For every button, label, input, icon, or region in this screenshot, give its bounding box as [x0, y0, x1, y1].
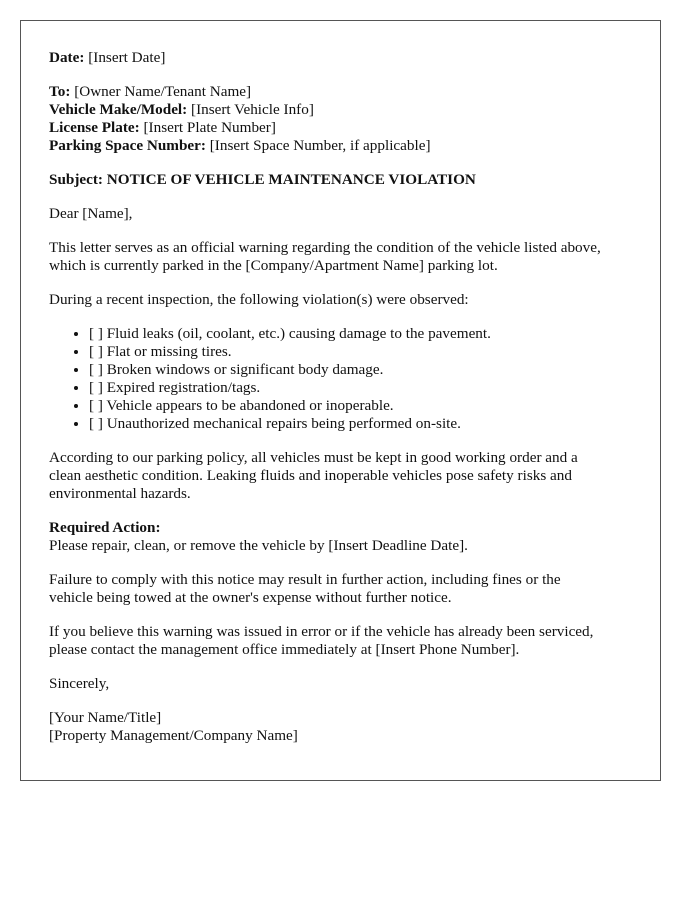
required-action-label: Required Action:: [49, 519, 161, 536]
subject-value: NOTICE OF VEHICLE MAINTENANCE VIOLATION: [106, 171, 476, 188]
failure-line: vehicle being towed at the owner's expense without further notice.: [49, 589, 452, 606]
violation-item: • [ ] Fluid leaks (oil, coolant, etc.) causing damage to the pavement.: [89, 325, 632, 343]
date-value: [Insert Date]: [88, 49, 166, 66]
violation-item: • [ ] Unauthorized mechanical repairs being performed on-site.: [89, 415, 632, 433]
signature-block: [49, 709, 632, 745]
space-label: Parking Space Number:: [49, 137, 206, 154]
plate-value: [Insert Plate Number]: [143, 119, 276, 136]
failure-line: Failure to comply with this notice may result in further action, including fines or the: [49, 571, 561, 588]
failure-paragraph: [49, 571, 632, 607]
violations-list: [49, 325, 632, 433]
greeting: Dear [Name],: [49, 205, 133, 222]
letter-container: [20, 20, 661, 781]
policy-line: According to our parking policy, all vehicles must be kept in good working order and a: [49, 449, 578, 466]
contact-line: please contact the management office immediately at [Insert Phone Number].: [49, 641, 520, 658]
required-action: [49, 519, 632, 555]
contact-line: If you believe this warning was issued in error or if the vehicle has already been serviced,: [49, 623, 594, 640]
violation-item: • [ ] Broken windows or significant body damage.: [89, 361, 632, 379]
date-line: [49, 49, 632, 67]
vehicle-line: [49, 101, 632, 119]
required-action-text: Please repair, clean, or remove the vehicle by [Insert Deadline Date].: [49, 537, 468, 554]
violation-item: • [ ] Vehicle appears to be abandoned or inoperable.: [89, 397, 632, 415]
signature-company: [Property Management/Company Name]: [49, 727, 298, 744]
contact-paragraph: [49, 623, 632, 659]
recipient-block: [49, 83, 632, 155]
space-value: [Insert Space Number, if applicable]: [209, 137, 431, 154]
to-value: [Owner Name/Tenant Name]: [74, 83, 252, 100]
plate-label: License Plate:: [49, 119, 140, 136]
violation-item: • [ ] Flat or missing tires.: [89, 343, 632, 361]
closing: Sincerely,: [49, 675, 110, 692]
to-line: [49, 83, 632, 101]
intro-paragraph: [49, 239, 632, 275]
vehicle-label: Vehicle Make/Model:: [49, 101, 188, 118]
space-line: [49, 137, 632, 155]
violation-item: • [ ] Expired registration/tags.: [89, 379, 632, 397]
policy-paragraph: [49, 449, 632, 503]
subject-line: [49, 171, 632, 189]
subject-label: Subject:: [49, 171, 103, 188]
to-label: To:: [49, 83, 71, 100]
plate-line: [49, 119, 632, 137]
vehicle-value: [Insert Vehicle Info]: [191, 101, 314, 118]
policy-line: clean aesthetic condition. Leaking fluids and inoperable vehicles pose safety risks and: [49, 467, 572, 484]
intro-line: This letter serves as an official warning regarding the condition of the vehicle listed above,: [49, 239, 601, 256]
policy-line: environmental hazards.: [49, 485, 191, 502]
date-label: Date:: [49, 49, 85, 66]
intro-line: which is currently parked in the [Company/Apartment Name] parking lot.: [49, 257, 498, 274]
inspection-text: During a recent inspection, the following violation(s) were observed:: [49, 291, 469, 308]
signature-name: [Your Name/Title]: [49, 709, 162, 726]
